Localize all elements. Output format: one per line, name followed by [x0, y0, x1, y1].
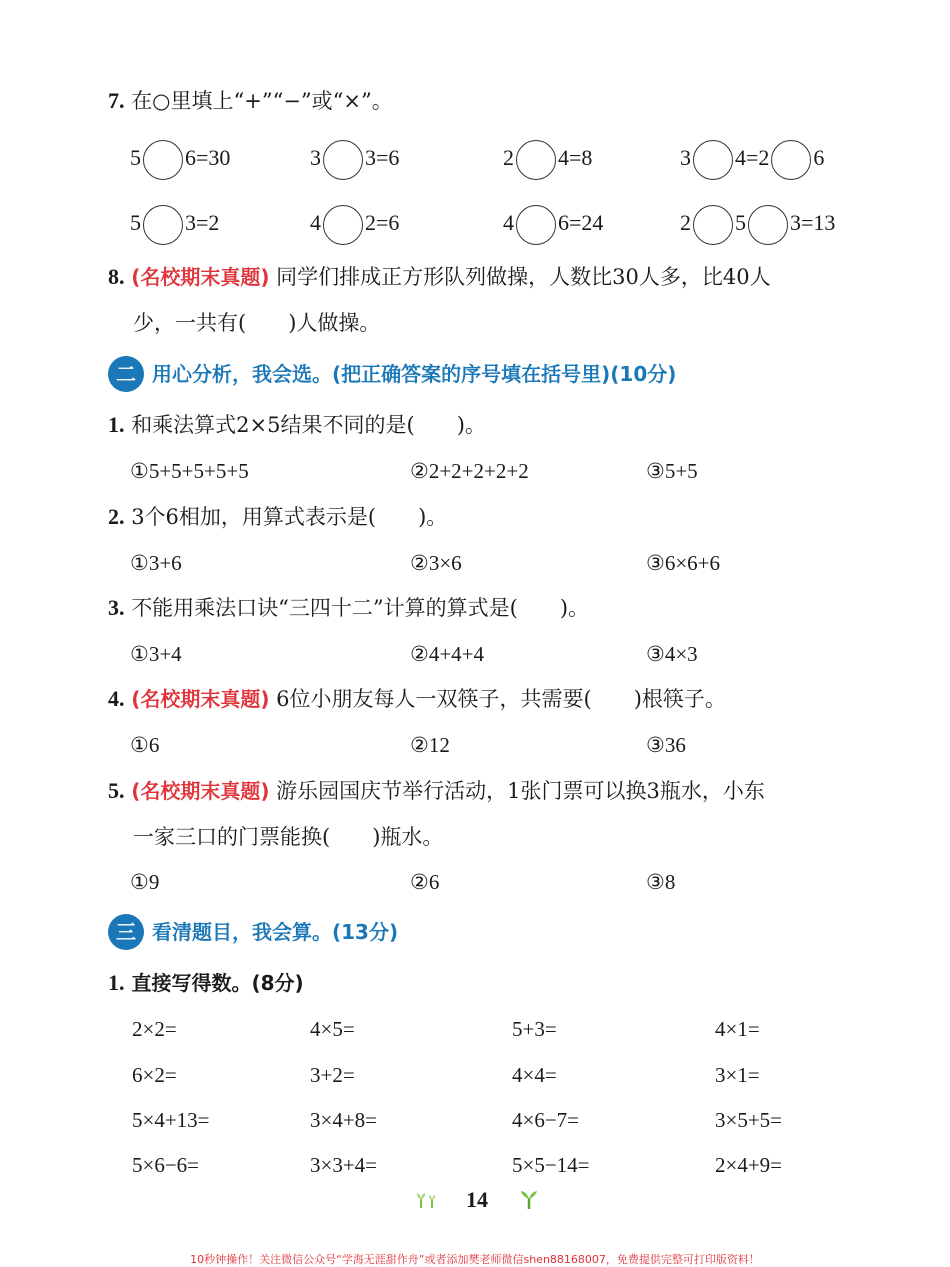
- option-3[interactable]: ③6×6+6: [646, 551, 721, 575]
- calc-item: 6×2=: [132, 1063, 177, 1087]
- answer-circle[interactable]: [516, 140, 556, 180]
- answer-circle[interactable]: [143, 205, 183, 245]
- answer-circle[interactable]: [143, 140, 183, 180]
- section-badge: 二: [108, 356, 144, 392]
- choice-question: 2. 3个6相加，用算式表示是( )。: [108, 504, 448, 529]
- question-text: 游乐园国庆节举行活动，1张门票可以换3瓶水，小东: [276, 779, 765, 803]
- exam-tag: (名校期末真题): [131, 265, 270, 289]
- option-3[interactable]: ③4×3: [646, 642, 698, 666]
- page-number: 14: [466, 1187, 488, 1212]
- option-1[interactable]: ①9: [130, 870, 160, 894]
- calc-item: 4×5=: [310, 1017, 355, 1041]
- calc-item: 3×1=: [715, 1063, 760, 1087]
- calc-item: 3+2=: [310, 1063, 355, 1087]
- sprout-left-icon: [415, 1190, 441, 1214]
- q8-number: 8.: [108, 264, 125, 289]
- footer-note: 10秒钟操作！关注微信公众号“学海无涯甜作舟”或者添加樊老师微信shen88168007，免费提供完整可打印版资料！: [190, 1253, 760, 1266]
- answer-circle[interactable]: [693, 140, 733, 180]
- sprout-right-icon: [518, 1190, 540, 1214]
- section-title: 看清题目，我会算。(13分): [152, 920, 399, 944]
- q8-line1: [108, 262, 771, 292]
- option-2[interactable]: ②3×6: [410, 551, 462, 575]
- q7-item: 3 3=6: [310, 138, 399, 180]
- question-text-cont: 一家三口的门票能换( )瓶水。: [133, 825, 444, 849]
- question-text: 和乘法算式2×5结果不同的是( )。: [131, 413, 486, 437]
- choice-question: 1. 和乘法算式2×5结果不同的是( )。: [108, 412, 486, 437]
- q8-text: 同学们排成正方形队列做操，人数比30人多，比40人: [276, 265, 771, 289]
- q7-item: 2 5 3=13: [680, 203, 835, 245]
- choice-question: 3. 不能用乘法口诀“三四十二”计算的算式是( )。: [108, 595, 590, 620]
- q7-item: 4 6=24: [503, 203, 603, 245]
- calc-item: 4×6−7=: [512, 1108, 580, 1132]
- calc-item: 3×5+5=: [715, 1108, 783, 1132]
- question-text: 3个6相加，用算式表示是( )。: [131, 505, 448, 529]
- q7-text: 在○里填上“+”“−”或“×”。: [131, 89, 393, 113]
- section-title: 用心分析，我会选。(把正确答案的序号填在括号里)(10分): [152, 362, 677, 386]
- answer-circle[interactable]: [748, 205, 788, 245]
- answer-circle[interactable]: [516, 205, 556, 245]
- section-2-header: [108, 356, 676, 392]
- q7-number: 7.: [108, 88, 125, 113]
- calc-item: 5+3=: [512, 1017, 557, 1041]
- calc-item: 4×1=: [715, 1017, 760, 1041]
- sub-title: 直接写得数。(8分): [131, 971, 304, 995]
- option-1[interactable]: ①3+6: [130, 551, 182, 575]
- sub-question: 1. 直接写得数。(8分): [108, 970, 304, 995]
- choice-question: 4. (名校期末真题) 6位小朋友每人一双筷子，共需要( )根筷子。: [108, 686, 726, 711]
- answer-circle[interactable]: [323, 140, 363, 180]
- option-3[interactable]: ③5+5: [646, 459, 698, 483]
- calc-item: 2×4+9=: [715, 1153, 783, 1177]
- q7-prompt: [108, 86, 393, 116]
- q7-item: 4 2=6: [310, 203, 399, 245]
- option-2[interactable]: ②12: [410, 733, 450, 757]
- calc-item: 5×5−14=: [512, 1153, 590, 1177]
- q8-line2: 少，一共有( )人做操。: [133, 311, 381, 335]
- option-2[interactable]: ②2+2+2+2+2: [410, 459, 529, 483]
- answer-circle[interactable]: [693, 205, 733, 245]
- option-1[interactable]: ①5+5+5+5+5: [130, 459, 249, 483]
- calc-item: 2×2=: [132, 1017, 177, 1041]
- q7-item: 5 6=30: [130, 138, 230, 180]
- calc-item: 5×4+13=: [132, 1108, 210, 1132]
- question-text: 不能用乘法口诀“三四十二”计算的算式是( )。: [131, 596, 590, 620]
- choice-question: 5. (名校期末真题) 游乐园国庆节举行活动，1张门票可以换3瓶水，小东: [108, 778, 765, 803]
- q7-item: 5 3=2: [130, 203, 219, 245]
- option-3[interactable]: ③8: [646, 870, 676, 894]
- exam-tag: (名校期末真题): [131, 779, 270, 803]
- option-1[interactable]: ①6: [130, 733, 160, 757]
- option-1[interactable]: ①3+4: [130, 642, 182, 666]
- option-3[interactable]: ③36: [646, 733, 686, 757]
- section-3-header: [108, 914, 398, 950]
- calc-item: 3×4+8=: [310, 1108, 378, 1132]
- answer-circle[interactable]: [771, 140, 811, 180]
- calc-item: 4×4=: [512, 1063, 557, 1087]
- calc-item: 3×3+4=: [310, 1153, 378, 1177]
- answer-circle[interactable]: [323, 205, 363, 245]
- exam-tag: (名校期末真题): [131, 687, 270, 711]
- calc-item: 5×6−6=: [132, 1153, 200, 1177]
- question-text: 6位小朋友每人一双筷子，共需要( )根筷子。: [276, 687, 726, 711]
- q7-item: 3 4=2 6: [680, 138, 824, 180]
- q7-item: 2 4=8: [503, 138, 592, 180]
- option-2[interactable]: ②6: [410, 870, 440, 894]
- option-2[interactable]: ②4+4+4: [410, 642, 485, 666]
- section-badge: 三: [108, 914, 144, 950]
